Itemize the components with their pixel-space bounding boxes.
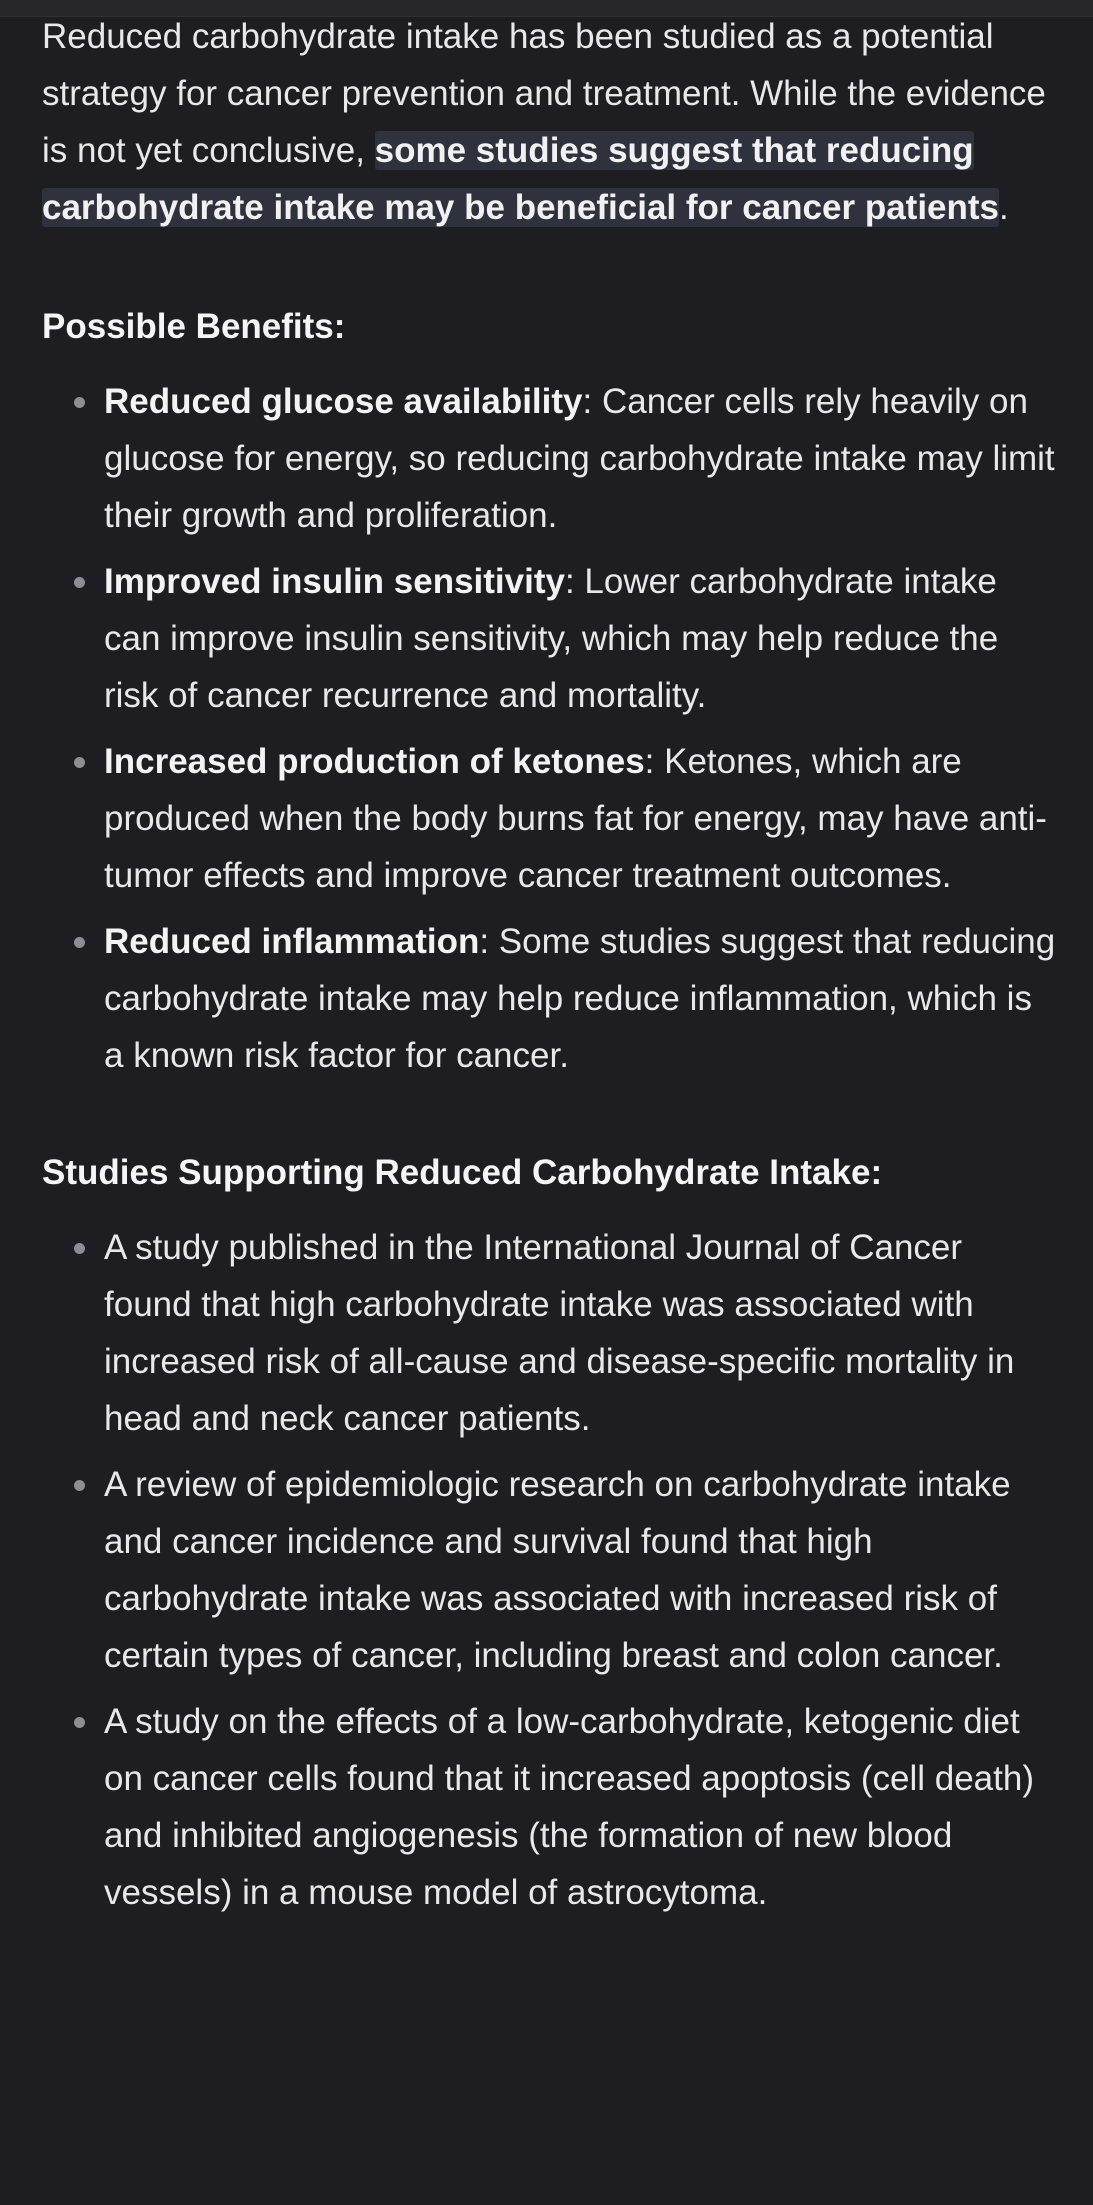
studies-heading: Studies Supporting Reduced Carbohydrate Intake: <box>42 1153 883 1192</box>
intro-paragraph <box>42 8 1057 236</box>
benefit-term: Reduced inflammation <box>104 922 480 961</box>
study-text: A review of epidemiologic research on carbohydrate intake and cancer incidence and survival found that high carbohydrate intake was associated with increased risk of certain types of cancer, including breast and colon cancer. <box>104 1465 1011 1675</box>
list-item <box>42 733 1057 904</box>
highlighted-text[interactable]: some studies suggest that reducing carbohydrate intake may be beneficial for cancer patients <box>42 131 1000 227</box>
benefit-term: Reduced glucose availability <box>104 382 583 421</box>
bullet-icon <box>74 1243 85 1254</box>
bullet-icon <box>74 1717 85 1728</box>
intro-text: Reduced carbohydrate intake has been studied as a potential strategy for cancer prevention and treatment. While the evidence is not yet conclusive, <box>42 17 1046 170</box>
bullet-icon <box>74 757 85 768</box>
bullet-icon <box>74 577 85 588</box>
studies-list <box>42 1219 1057 1921</box>
list-item <box>42 1456 1057 1684</box>
benefit-text: : Ketones, which are produced when the body burns fat for energy, may have anti-tumor effects and improve cancer treatment outcomes. <box>104 742 1047 895</box>
bullet-icon <box>74 397 85 408</box>
benefit-text: : Lower carbohydrate intake can improve insulin sensitivity, which may help reduce the risk of cancer recurrence and mortality. <box>104 562 999 715</box>
study-text: A study published in the International Journal of Cancer found that high carbohydrate intake was associated with increased risk of all-cause and disease-specific mortality in head and neck cancer patients. <box>104 1228 1015 1438</box>
intro-text-end: . <box>999 188 1009 227</box>
list-item <box>42 913 1057 1084</box>
bullet-icon <box>74 937 85 948</box>
benefit-term: Improved insulin sensitivity <box>104 562 565 601</box>
list-item <box>42 373 1057 544</box>
benefit-text: : Some studies suggest that reducing carbohydrate intake may help reduce inflammation, which is a known risk factor for cancer. <box>104 922 1056 1075</box>
list-item <box>42 553 1057 724</box>
benefits-heading: Possible Benefits: <box>42 307 346 346</box>
bullet-icon <box>74 1480 85 1491</box>
list-item <box>42 1693 1057 1921</box>
chat-response-content <box>42 8 1057 1930</box>
benefit-text: : Cancer cells rely heavily on glucose for energy, so reducing carbohydrate intake may limit their growth and proliferation. <box>104 382 1055 535</box>
benefits-list <box>42 373 1057 1084</box>
study-text: A study on the effects of a low-carbohydrate, ketogenic diet on cancer cells found that it increased apoptosis (cell death) and inhibited angiogenesis (the formation of new blood vessels) in a mouse model of astrocytoma. <box>104 1702 1034 1912</box>
benefit-term: Increased production of ketones <box>104 742 645 781</box>
list-item <box>42 1219 1057 1447</box>
